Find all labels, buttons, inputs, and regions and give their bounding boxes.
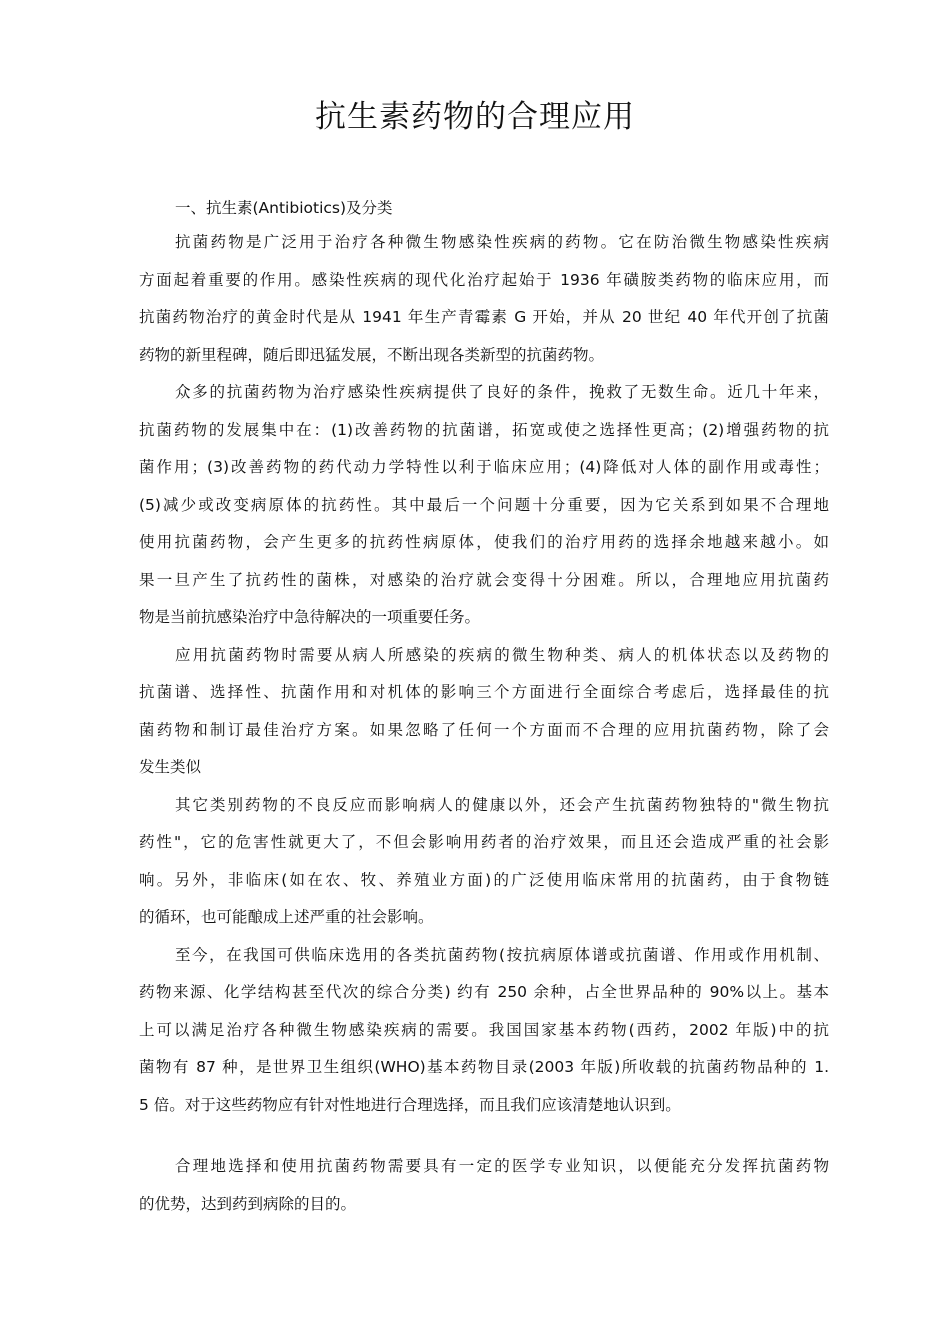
paragraph-line: (5)减少或改变病原体的抗药性。其中最后一个问题十分重要，因为它关系到如果不合理地 [139,495,829,514]
paragraph-line: 菌药物和制订最佳治疗方案。如果忽略了任何一个方面而不合理的应用抗菌药物，除了会 [139,720,829,739]
paragraph-line: 发生类似 [139,758,202,776]
paragraph-line: 抗菌药物是广泛用于治疗各种微生物感染性疾病的药物。它在防治微生物感染性疾病 [175,233,829,251]
paragraph-line: 抗菌药物治疗的黄金时代是从 1941 年生产青霉素 G 开始，并从 20 世纪 40 年代开创了抗菌 [139,308,829,326]
paragraph-line: 抗菌药物的发展集中在：(1)改善药物的抗菌谱，拓宽或使之选择性更高；(2)增强药物的抗 [139,420,829,439]
paragraph-line: 至今，在我国可供临床选用的各类抗菌药物(按抗病原体谱或抗菌谱、作用或作用机制、 [175,945,829,964]
paragraph-line: 抗菌谱、选择性、抗菌作用和对机体的影响三个方面进行全面综合考虑后，选择最佳的抗 [139,683,829,701]
document-body [139,196,829,1229]
paragraph-line: 上可以满足治疗各种微生物感染疾病的需要。我国国家基本药物(西药，2002 年版)中的抗 [139,1020,829,1039]
paragraph-4 [139,793,829,930]
paragraph-line: 响。另外，非临床(如在农、牧、养殖业方面)的广泛使用临床常用的抗菌药，由于食物链 [139,870,829,889]
paragraph-line: 菌作用；(3)改善药物的药代动力学特性以利于临床应用；(4)降低对人体的副作用或毒性； [139,458,829,476]
paragraph-line: 药物的新里程碑，随后即迅猛发展，不断出现各类新型的抗菌药物。 [139,345,605,364]
paragraph-5 [139,943,829,1117]
paragraph-line: 物是当前抗感染治疗中急待解决的一项重要任务。 [139,608,481,626]
paragraph-line: 5 倍。对于这些药物应有针对性地进行合理选择，而且我们应该清楚地认识到。 [139,1095,681,1114]
paragraph-line: 的优势，达到药到病除的目的。 [139,1194,357,1213]
paragraph-line: 药性"，它的危害性就更大了，不但会影响用药者的治疗效果，而且还会造成严重的社会影 [139,833,829,851]
paragraph-spacer [139,1130,829,1144]
paragraph-1 [139,230,829,367]
paragraph-line: 众多的抗菌药物为治疗感染性疾病提供了良好的条件，挽救了无数生命。近几十年来， [175,383,829,401]
paragraph-6 [139,1154,829,1216]
paragraph-line: 果一旦产生了抗药性的菌株，对感染的治疗就会变得十分困难。所以，合理地应用抗菌药 [139,570,829,589]
paragraph-2 [139,380,829,629]
paragraph-line: 的循环，也可能酿成上述严重的社会影响。 [139,908,434,926]
section-heading: 一、抗生素(Antibiotics)及分类 [175,199,393,217]
paragraph-line: 其它类别药物的不良反应而影响病人的健康以外，还会产生抗菌药物独特的"微生物抗 [175,795,829,814]
paragraph-line: 应用抗菌药物时需要从病人所感染的疾病的微生物种类、病人的机体状态以及药物的 [175,645,829,664]
paragraph-3 [139,643,829,780]
paragraph-line: 药物来源、化学结构甚至代次的综合分类) 约有 250 余种，占全世界品种的 90%以上。基本 [139,983,829,1001]
paragraph-line: 合理地选择和使用抗菌药物需要具有一定的医学专业知识，以便能充分发挥抗菌药物 [175,1157,829,1175]
page-title: 抗生素药物的合理应用 [315,99,635,135]
paragraph-line: 方面起着重要的作用。感染性疾病的现代化治疗起始于 1936 年磺胺类药物的临床应用，而 [139,270,829,289]
paragraph-line: 菌物有 87 种，是世界卫生组织(WHO)基本药物目录(2003 年版)所收载的抗菌药物品种的 1. [139,1058,829,1076]
paragraph-line: 使用抗菌药物，会产生更多的抗药性病原体，使我们的治疗用药的选择余地越来越小。如 [139,533,829,551]
